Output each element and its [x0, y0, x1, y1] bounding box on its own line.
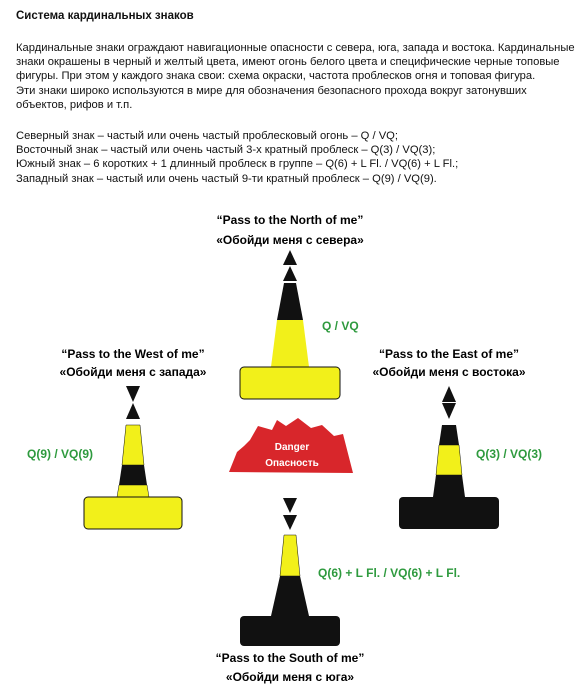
intro-line: знаки окрашены в черный и желтый цвета, имеют огонь белого цвета и специфические черные топовые	[16, 56, 560, 69]
east-caption-en: “Pass to the East of me”	[378, 347, 520, 361]
south-base	[240, 616, 340, 646]
east-caption-ru: «Обойди меня с востока»	[372, 365, 526, 379]
east-light-label: Q(3) / VQ(3)	[476, 447, 543, 461]
west-caption-ru: «Обойди меня с запада»	[59, 365, 207, 379]
light-line-west: Западный знак – частый или очень частый 9-ти кратный проблеск – Q(9) / VQ(9).	[16, 172, 437, 185]
west-middle-black-band	[119, 465, 147, 485]
south-caption-en: “Pass to the South of me”	[215, 651, 365, 665]
north-topmark-upper-cone	[283, 250, 297, 265]
north-caption-ru: «Обойди меня с севера»	[216, 233, 364, 247]
north-top-black-band	[277, 283, 303, 320]
south-topmark-lower-cone	[283, 515, 297, 530]
north-caption-en: “Pass to the North of me”	[216, 213, 364, 227]
east-bottom-black-band	[433, 475, 465, 497]
west-bottom-yellow-band	[117, 485, 149, 497]
west-mark	[27, 347, 207, 529]
east-middle-yellow-band	[436, 445, 462, 475]
danger-label-ru: Опасность	[265, 458, 319, 469]
west-topmark-lower-cone	[126, 403, 140, 419]
north-base	[240, 367, 340, 399]
north-topmark-lower-cone	[283, 266, 297, 281]
north-light-label: Q / VQ	[322, 319, 359, 333]
west-caption-en: “Pass to the West of me”	[61, 347, 205, 361]
east-mark	[372, 347, 542, 529]
light-line-north: Северный знак – частый или очень частый проблесковый огонь – Q / VQ;	[16, 130, 398, 142]
page-title: Система кардинальных знаков	[16, 10, 194, 22]
south-caption-ru: «Обойди меня с юга»	[225, 670, 355, 684]
north-bottom-yellow-band	[271, 320, 309, 367]
danger-area	[229, 418, 353, 473]
south-top-yellow-band	[280, 535, 300, 576]
east-topmark-lower-cone	[442, 403, 456, 419]
light-line-east: Восточный знак – частый или очень частый 3-х кратный проблеск – Q(3) / VQ(3);	[16, 144, 436, 157]
south-bottom-black-band	[271, 576, 309, 616]
west-light-label: Q(9) / VQ(9)	[27, 447, 94, 461]
south-light-label: Q(6) + L Fl. / VQ(6) + L Fl.	[318, 566, 461, 580]
west-top-yellow-band	[122, 425, 144, 465]
intro-line: Эти знаки широко используются в мире для обозначения безопасного прохода вокруг затонувших	[16, 84, 527, 97]
west-base	[84, 497, 182, 529]
north-mark	[216, 213, 364, 399]
intro-line: фигуры. При этом у каждого знака свои: схема окраски, частота проблесков огня и топовая фигура.	[16, 70, 536, 83]
intro-line: объектов, рифов и т.п.	[16, 98, 133, 111]
intro-line: Кардинальные знаки ограждают навигационные опасности с севера, юга, запада и востока. Кардинальные	[16, 42, 575, 54]
light-line-south: Южный знак – 6 коротких + 1 длинный проблеск в группе – Q(6) + L Fl. / VQ(6) + L Fl.;	[16, 158, 459, 171]
east-base	[399, 497, 499, 529]
east-top-black-band	[439, 425, 459, 445]
south-topmark-upper-cone	[283, 498, 297, 513]
danger-label-en: Danger	[274, 442, 310, 453]
west-topmark-upper-cone	[126, 386, 140, 402]
east-topmark-upper-cone	[442, 386, 456, 402]
